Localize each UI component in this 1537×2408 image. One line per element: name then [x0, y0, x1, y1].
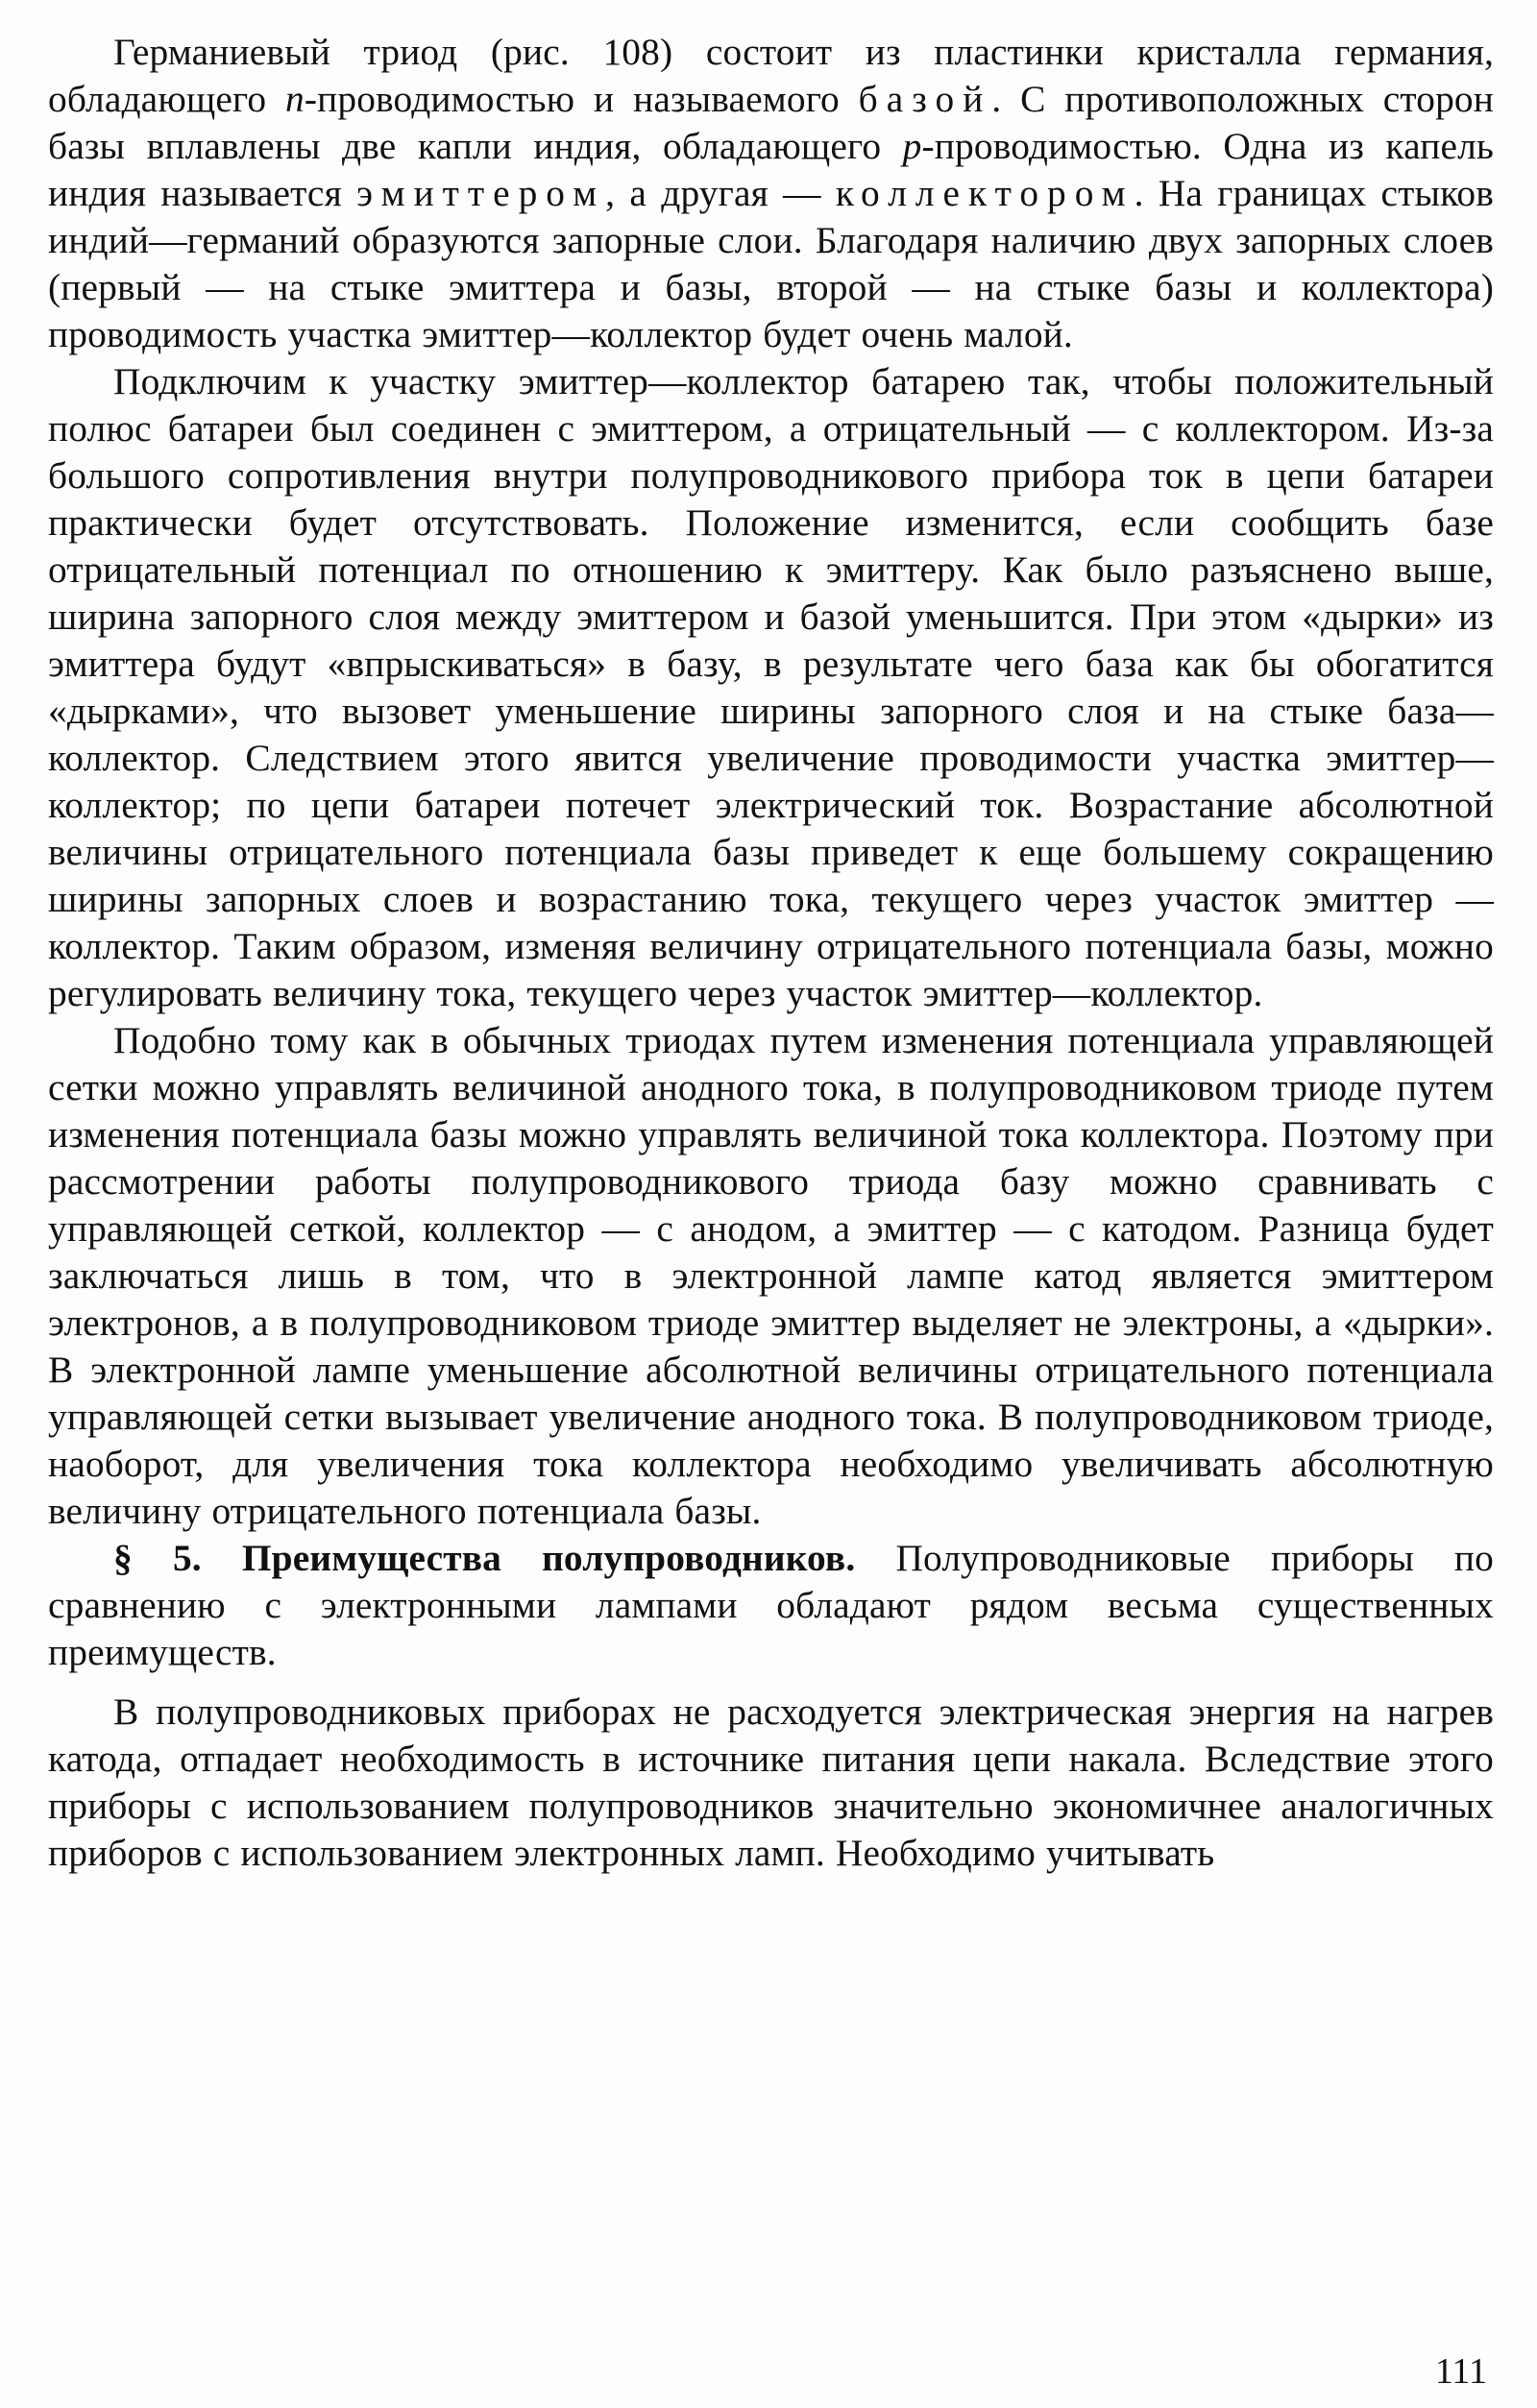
paragraph-5: В полупроводниковых приборах не расходуется электрическая энергия на нагрев катода, отпадает необходимость в источнике питания цепи накала. Вследствие этого приборы с использованием полупроводников значительно экономичнее аналогичных приборов с использованием электронных ламп. Необходимо учитывать — [48, 1690, 1494, 1874]
paragraph-2: Подключим к участку эмиттер—коллектор батарею так, чтобы положительный полюс батареи был соединен с эмиттером, а отрицательный — с коллектором. Из-за большого сопротивления внутри полупроводникового прибора ток в цепи батареи практически будет отсутствовать. Положение изменится, если сообщить базе отрицательный потенциал по отношению к эмиттеру. Как было разъяснено выше, ширина запорного слоя между эмиттером и базой уменьшится. При этом «дырки» из эмиттера будут «впрыскиваться» в базу, в результате чего база как бы обогатится «дырками», что вызовет уменьшение ширины запорного слоя и на стыке база—коллектор. Следствием этого явится увеличение проводимости участка эмиттер—коллектор; по цепи батареи потечет электрический ток. Возрастание абсолютной величины отрицательного потенциала базы приведет к еще большему сокращению ширины запорных слоев и возрастанию тока, текущего через участок эмиттер — коллектор. Таким образом, изменяя величину отрицательного потенциала базы, можно регулировать величину тока, текущего через участок эмиттер—коллектор. — [48, 360, 1494, 1014]
term-emitter: эмиттером — [356, 172, 606, 214]
term-collector: коллектором — [835, 172, 1134, 214]
paragraph-1 — [48, 29, 1494, 358]
text-column — [48, 29, 1494, 1877]
p-symbol: p — [902, 125, 922, 167]
paragraph-1-text-a: Германиевый триод (рис. 108) состоит из пластинки кристалла германия, обладающего — [48, 31, 1494, 120]
paragraph-1-text-e: , а другая — — [605, 172, 836, 214]
paragraph-1-text-d: -проводимостью. Одна из капель индия называется — [48, 125, 1494, 214]
n-symbol: n — [285, 78, 305, 120]
paragraph-4 — [48, 1535, 1494, 1676]
paragraph-1-text-c: . С противоположных сторон базы вплавлены две капли индия, обладающего — [48, 78, 1494, 167]
paragraph-3: Подобно тому как в обычных триодах путем изменения потенциала управляющей сетки можно управлять величиной анодного тока, в полупроводниковом триоде путем изменения потенциала базы можно управлять величиной тока коллектора. Поэтому при рассмотрении работы полупроводникового триода базу можно сравнивать с управляющей сеткой, коллектор — с анодом, а эмиттер — с катодом. Разница будет заключаться лишь в том, что в электронной лампе катод является эмиттером электронов, а в полупроводниковом триоде эмиттер выделяет не электроны, а «дырки». В электронной лампе уменьшение абсолютной величины отрицательного потенциала управляющей сетки вызывает увеличение анодного тока. В полупроводниковом триоде, наоборот, для увеличения тока коллектора необходимо увеличивать абсолютную величину отрицательного потенциала базы. — [48, 1019, 1494, 1532]
section-heading: § 5. Преимущества полупроводников. — [113, 1537, 856, 1579]
paragraph-1-text-f: . На границах стыков индий—германий образуются запорные слои. Благодаря наличию двух запорных слоев (первый — на стыке эмиттера и базы, второй — на стыке базы и коллектора) проводимость участка эмиттер—коллектор будет очень малой. — [48, 172, 1495, 355]
page-number: 111 — [1434, 2351, 1487, 2392]
term-base: базой — [858, 78, 992, 120]
paragraph-4-text: Полупроводниковые приборы по сравнению с электронными лампами обладают рядом весьма существенных преимуществ. — [48, 1537, 1494, 1673]
paragraph-1-text-b: -проводимостью и называемого — [304, 78, 859, 120]
